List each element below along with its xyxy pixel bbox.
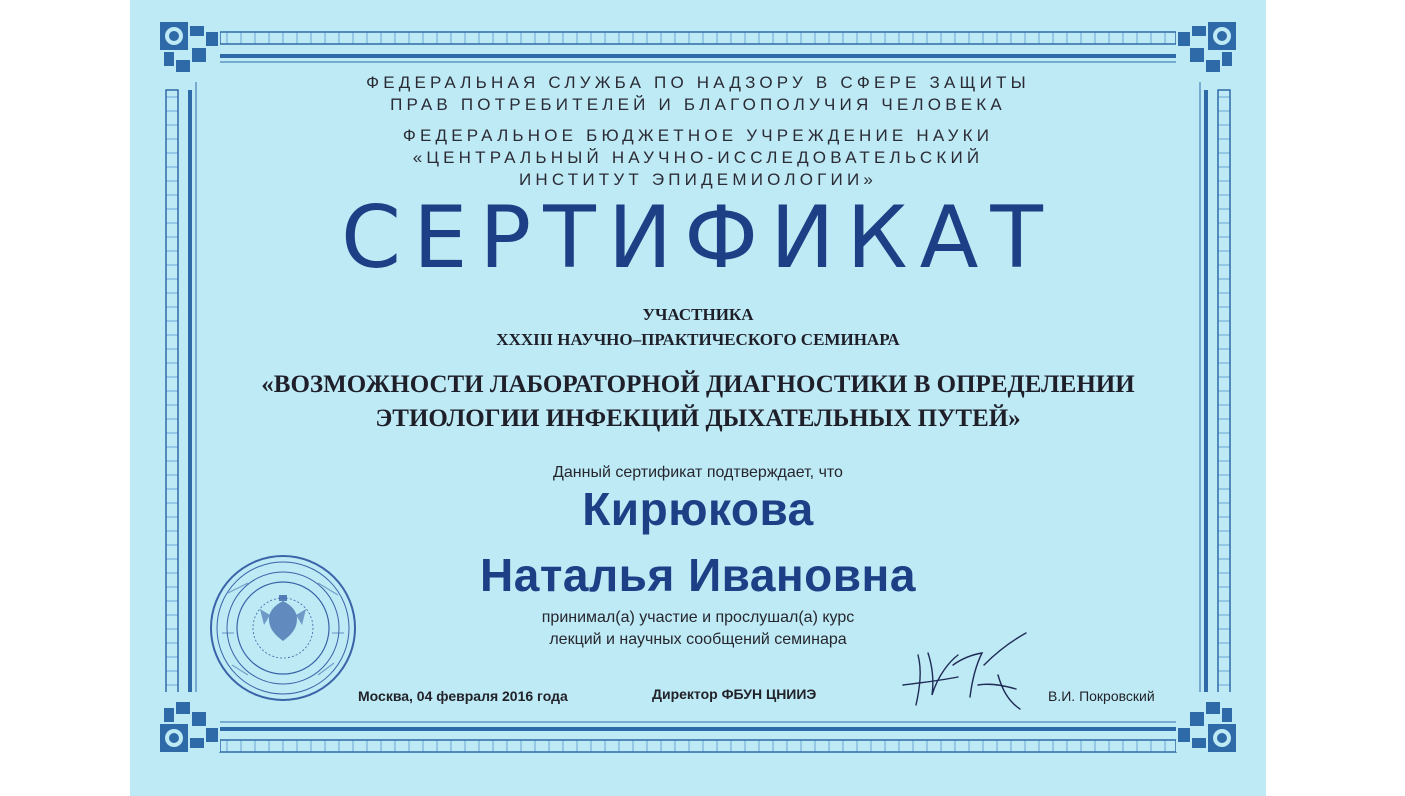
certificate-title: СЕРТИФИКАТ: [341, 188, 1055, 288]
participation-line-1: принимал(а) участие и прослушал(а) курс: [541, 609, 855, 626]
header-line-4: «ЦЕНТРАЛЬНЫЙ НАУЧНО-ИССЛЕДОВАТЕЛЬСКИЙ: [412, 148, 984, 167]
place-and-date: Москва, 04 февраля 2016 года: [358, 688, 568, 704]
subtitle-line-1: УЧАСТНИКА: [642, 305, 754, 324]
recipient-given-names: Наталья Ивановна: [480, 549, 916, 601]
seminar-topic-line-2: ЭТИОЛОГИИ ИНФЕКЦИЙ ДЫХАТЕЛЬНЫХ ПУТЕЙ»: [375, 405, 1021, 432]
signer-name: В.И. Покровский: [1048, 688, 1155, 704]
participation-line-2: лекций и научных сообщений семинара: [549, 631, 847, 648]
header-line-2: ПРАВ ПОТРЕБИТЕЛЕЙ И БЛАГОПОЛУЧИЯ ЧЕЛОВЕКА: [390, 95, 1006, 114]
subtitle-line-2: XXXIII НАУЧНО–ПРАКТИЧЕСКОГО СЕМИНАРА: [496, 330, 900, 349]
seminar-topic-line-1: «ВОЗМОЖНОСТИ ЛАБОРАТОРНОЙ ДИАГНОСТИКИ В ОПРЕДЕЛЕНИИ: [261, 371, 1135, 398]
header-line-5: ИНСТИТУТ ЭПИДЕМИОЛОГИИ»: [518, 170, 878, 189]
confirm-text: Данный сертификат подтверждает, что: [553, 464, 843, 481]
signer-position: Директор ФБУН ЦНИИЭ: [652, 686, 817, 702]
official-seal-stamp: [208, 553, 358, 703]
director-signature: [898, 625, 1038, 715]
header-line-1: ФЕДЕРАЛЬНАЯ СЛУЖБА ПО НАДЗОРУ В СФЕРЕ ЗАЩИТЫ: [366, 73, 1030, 92]
certificate-sheet: [130, 0, 1266, 796]
header-line-3: ФЕДЕРАЛЬНОЕ БЮДЖЕТНОЕ УЧРЕЖДЕНИЕ НАУКИ: [402, 126, 994, 145]
recipient-surname: Кирюкова: [582, 483, 814, 535]
corner-ornament-bottom-right: [1176, 692, 1236, 752]
